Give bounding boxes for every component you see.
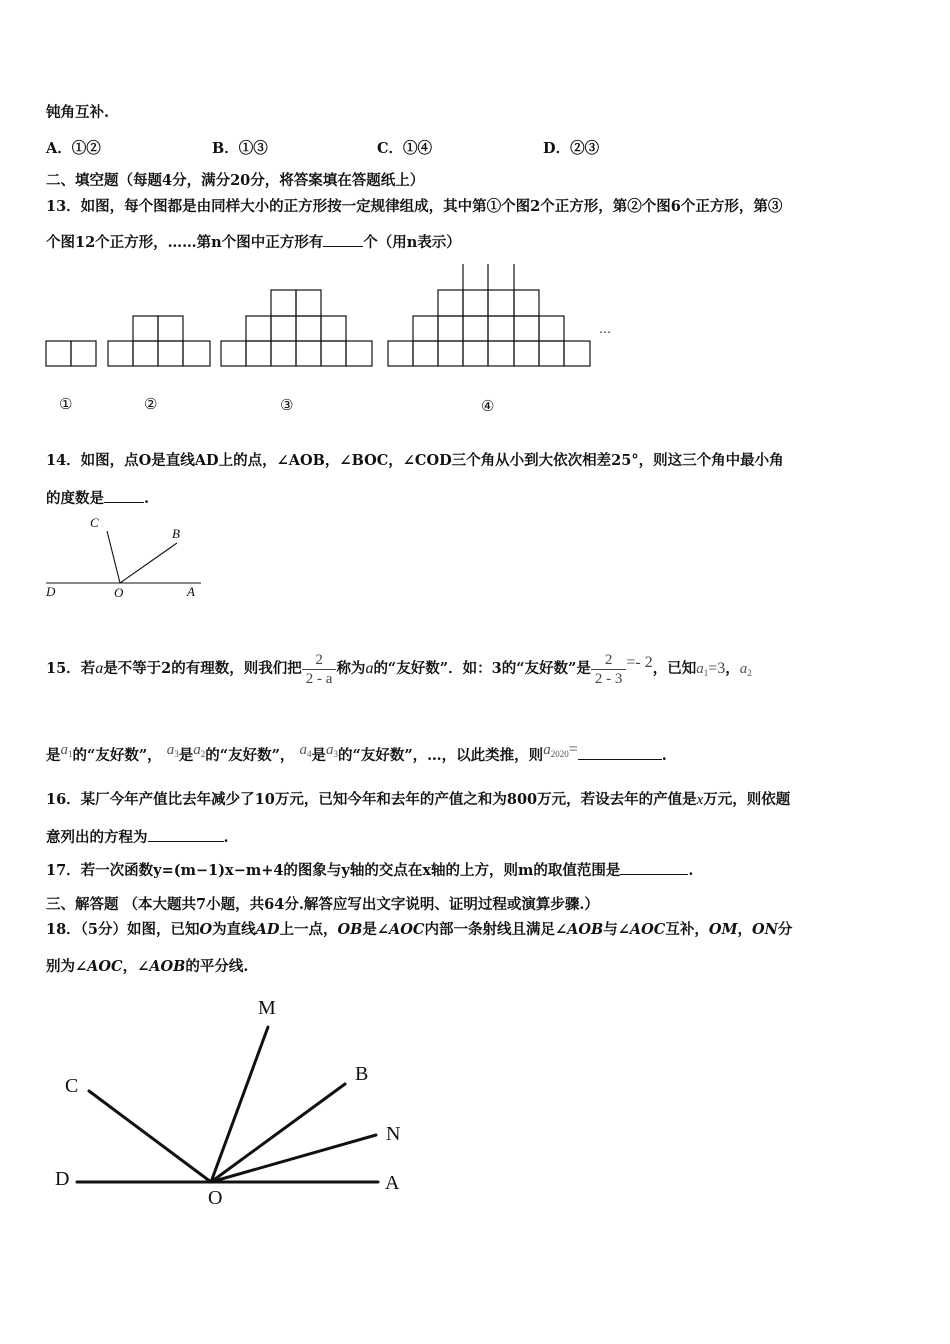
ray-on [211,1135,376,1182]
q14-line-2: 的度数是 . [46,490,150,507]
q13-line-1: 13．如图，每个图都是由同样大小的正方形按一定规律组成，其中第①个图2个正方形，第②个图6个正方形，第③ [46,198,783,215]
ray-oc [89,1091,211,1182]
previous-question-tail: 钝角互补. [46,104,110,121]
option-d: D．②③ [543,140,600,157]
ellipsis: … [599,322,611,336]
q18-label-a: A [385,1172,400,1194]
section-3-title: 三、解答题 （本大题共7小题，共64分.解答应写出文字说明、证明过程或演算步骤.） [46,896,599,913]
figure-label-2: ② [144,395,158,413]
figure-label-4: ④ [481,397,495,415]
q18-label-m: M [258,997,276,1019]
q14-label-a: A [187,584,195,599]
q16-line-1: 16．某厂今年产值比去年减少了10万元，已知今年和去年的产值之和为800万元，若设去年的产值是x万元，则依题 [46,791,791,808]
q14-label-c: C [90,515,99,530]
ray-ob [211,1084,345,1182]
ray-om [211,1027,268,1182]
option-c: C．①④ [377,140,433,157]
q14-line-1: 14．如图，点O是直线AD上的点，∠AOB，∠BOC，∠COD三个角从小到大依次相差25°，则这三个角中最小角 [46,452,784,469]
q18-label-n: N [386,1123,401,1145]
q13-line-2: 个图12个正方形，……第n个图中正方形有 个（用n表示） [46,234,461,251]
q18-line-1: 18．（5分）如图，已知O为直线AD上一点，OB是∠AOC内部一条射线且满足∠AOB与∠AOC互补，OM，ON分 [46,921,793,938]
q14-label-d: D [46,584,56,599]
q18-label-o: O [208,1187,223,1209]
figure-label-1: ① [59,395,73,413]
fraction-2-over-2-minus-3: $\frac{2}{2 - 3}$ [591,651,627,688]
section-2-title: 二、填空题（每题4分，满分20分，将答案填在答题纸上） [46,172,425,189]
q17-line: 17．若一次函数y=(m−1)x−m+4的图象与y轴的交点在x轴的上方，则m的取值范围是 . [46,862,694,879]
fraction-2-over-2-minus-a: $\frac{2}{2 - a}$ [302,651,337,688]
option-b: B．①③ [212,140,268,157]
q15-line-2: 是$a^1$的“友好数”， $a^3$是$a^2$的“友好数”， $a^4$是$a^3$的“友好数”，…，以此类推，则$a^{2020}=$ . [46,741,667,764]
q15-line-1: 15．若a是不等于2的有理数，则我们把 $\frac{2}{2 - a}$ 称为a的“友好数”．如：3的“友好数”是 $\frac{2}{2 - 3}$ =- 2，已知$a_1=3$，$a_2$ [46,651,752,687]
q14-label-o: O [114,585,124,600]
q18-label-b: B [355,1063,369,1085]
q18-line-2: 别为∠AOC，∠AOB的平分线. [46,958,249,975]
option-a: A．①② [46,140,101,157]
q18-label-d: D [55,1168,70,1190]
q18-label-c: C [65,1075,79,1097]
q14-label-b: B [172,526,180,541]
q16-line-2: 意列出的方程为 . [46,829,229,846]
figure-label-3: ③ [280,396,294,414]
